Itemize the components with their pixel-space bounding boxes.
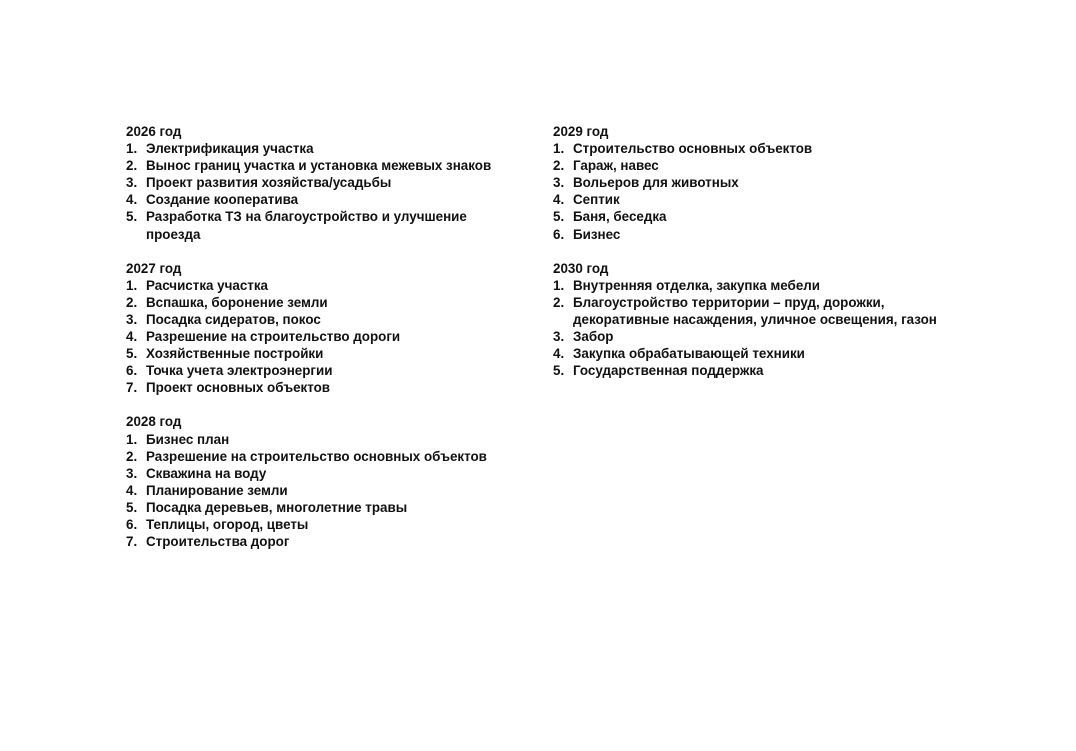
section-2027 bbox=[126, 260, 536, 397]
item-text: Хозяйственные постройки bbox=[146, 346, 324, 362]
list-item bbox=[553, 208, 973, 225]
item-text: Разработка ТЗ на благоустройство и улучшение проезда bbox=[146, 209, 467, 242]
item-text: Строительства дорог bbox=[146, 534, 290, 550]
item-number: 1. bbox=[553, 141, 565, 157]
section-2029 bbox=[553, 123, 973, 243]
list-item bbox=[126, 345, 536, 362]
year-heading: 2027 год bbox=[126, 260, 182, 276]
item-text: Строительство основных объектов bbox=[573, 141, 813, 157]
item-text: Благоустройство территории – пруд, дорожки, декоративные насаждения, уличное освещения, газон bbox=[573, 294, 937, 327]
item-number: 6. bbox=[126, 363, 138, 379]
item-text: Закупка обрабатывающей техники bbox=[573, 346, 805, 362]
plan-list bbox=[126, 431, 536, 551]
list-item bbox=[126, 208, 536, 242]
item-text: Разрешение на строительство дороги bbox=[146, 329, 401, 345]
item-text: Посадка деревьев, многолетние травы bbox=[146, 499, 408, 515]
list-item bbox=[126, 174, 536, 191]
item-text: Электрификация участка bbox=[146, 141, 314, 157]
item-number: 3. bbox=[553, 329, 565, 345]
list-item bbox=[126, 191, 536, 208]
item-number: 4. bbox=[126, 482, 138, 498]
item-number: 5. bbox=[553, 209, 565, 225]
plan-list bbox=[553, 277, 973, 380]
item-text: Внутренняя отделка, закупка мебели bbox=[573, 277, 821, 293]
list-item bbox=[553, 157, 973, 174]
list-item bbox=[126, 482, 536, 499]
item-number: 5. bbox=[126, 209, 138, 225]
list-item bbox=[126, 431, 536, 448]
list-item bbox=[553, 362, 973, 379]
list-item bbox=[553, 277, 973, 294]
plan-list bbox=[126, 277, 536, 397]
item-number: 5. bbox=[126, 499, 138, 515]
list-item bbox=[126, 448, 536, 465]
list-item bbox=[553, 345, 973, 362]
item-text: Забор bbox=[573, 329, 614, 345]
item-text: Разрешение на строительство основных объектов bbox=[146, 448, 487, 464]
list-item bbox=[126, 140, 536, 157]
item-number: 1. bbox=[126, 277, 138, 293]
item-number: 4. bbox=[126, 192, 138, 208]
section-2028 bbox=[126, 413, 536, 550]
list-item bbox=[553, 226, 973, 243]
item-number: 3. bbox=[126, 175, 138, 191]
year-heading: 2026 год bbox=[126, 124, 182, 139]
list-item bbox=[553, 140, 973, 157]
left-column bbox=[126, 123, 536, 567]
list-item bbox=[126, 157, 536, 174]
plan-list bbox=[553, 140, 973, 243]
list-item bbox=[126, 328, 536, 345]
item-text: Проект развития хозяйства/усадьбы bbox=[146, 175, 392, 191]
item-text: Бизнес bbox=[573, 226, 621, 242]
section-2030 bbox=[553, 260, 973, 380]
item-text: Вспашка, боронение земли bbox=[146, 294, 328, 310]
item-text: Расчистка участка bbox=[146, 277, 269, 293]
list-item bbox=[553, 328, 973, 345]
list-item bbox=[126, 294, 536, 311]
item-number: 2. bbox=[553, 158, 565, 174]
item-number: 5. bbox=[126, 346, 138, 362]
item-number: 1. bbox=[126, 141, 138, 157]
year-heading: 2030 год bbox=[553, 260, 609, 276]
item-text: Государственная поддержка bbox=[573, 363, 764, 379]
item-number: 1. bbox=[553, 277, 565, 293]
item-text: Вольеров для животных bbox=[573, 175, 739, 191]
item-text: Гараж, навес bbox=[573, 158, 659, 174]
list-item bbox=[553, 174, 973, 191]
item-number: 2. bbox=[126, 294, 138, 310]
plan-list bbox=[126, 140, 536, 243]
list-item bbox=[126, 499, 536, 516]
item-text: Вынос границ участка и установка межевых знаков bbox=[146, 158, 492, 174]
item-number: 5. bbox=[553, 363, 565, 379]
list-item bbox=[126, 465, 536, 482]
section-2026 bbox=[126, 123, 536, 243]
item-text: Баня, беседка bbox=[573, 209, 667, 225]
year-heading: 2029 год bbox=[553, 124, 609, 139]
item-number: 7. bbox=[126, 380, 138, 396]
item-number: 6. bbox=[553, 226, 565, 242]
item-text: Скважина на воду bbox=[146, 465, 267, 481]
item-number: 3. bbox=[126, 311, 138, 327]
item-number: 6. bbox=[126, 516, 138, 532]
item-text: Бизнес план bbox=[146, 431, 230, 447]
item-number: 3. bbox=[126, 465, 138, 481]
item-text: Теплицы, огород, цветы bbox=[146, 516, 309, 532]
year-heading: 2028 год bbox=[126, 414, 182, 430]
item-number: 7. bbox=[126, 534, 138, 550]
item-text: Септик bbox=[573, 192, 620, 208]
item-text: Точка учета электроэнергии bbox=[146, 363, 333, 379]
item-number: 4. bbox=[553, 192, 565, 208]
item-number: 4. bbox=[126, 329, 138, 345]
item-number: 1. bbox=[126, 431, 138, 447]
item-text: Создание кооператива bbox=[146, 192, 299, 208]
right-column bbox=[553, 123, 973, 396]
list-item bbox=[126, 277, 536, 294]
item-number: 4. bbox=[553, 346, 565, 362]
item-number: 2. bbox=[126, 448, 138, 464]
item-number: 3. bbox=[553, 175, 565, 191]
list-item bbox=[553, 191, 973, 208]
list-item bbox=[126, 516, 536, 533]
item-text: Посадка сидератов, покос bbox=[146, 311, 321, 327]
item-text: Проект основных объектов bbox=[146, 380, 331, 396]
list-item bbox=[126, 362, 536, 379]
item-text: Планирование земли bbox=[146, 482, 288, 498]
list-item bbox=[126, 379, 536, 396]
item-number: 2. bbox=[553, 294, 565, 310]
list-item bbox=[553, 294, 973, 328]
list-item bbox=[126, 311, 536, 328]
list-item bbox=[126, 533, 536, 550]
item-number: 2. bbox=[126, 158, 138, 174]
